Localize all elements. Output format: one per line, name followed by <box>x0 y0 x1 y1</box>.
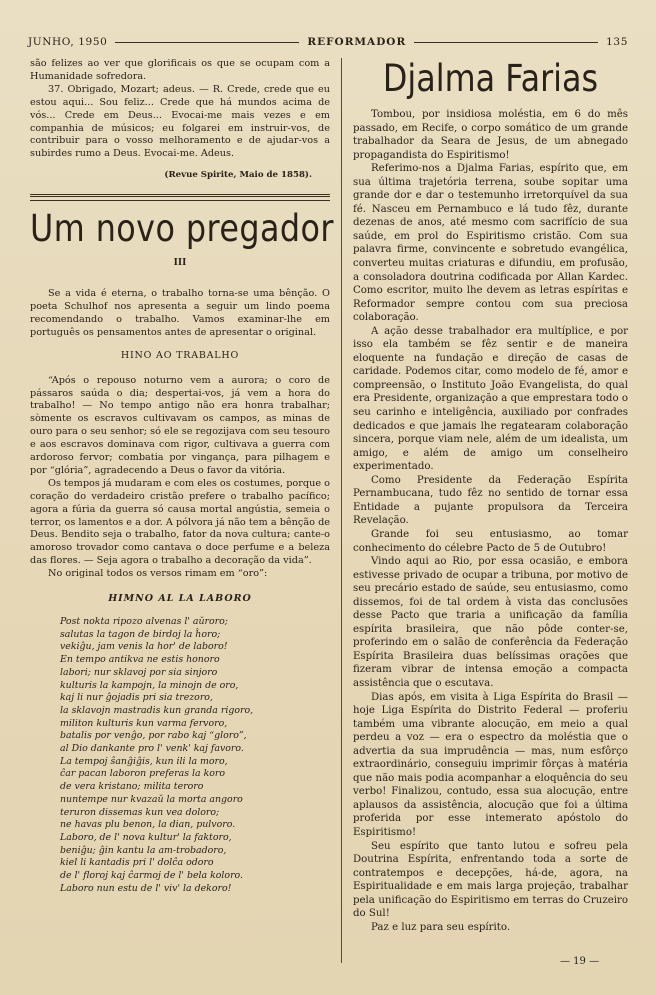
header-date: JUNHO, 1950 <box>28 36 108 48</box>
hymn-title: HINO AO TRABALHO <box>120 349 240 361</box>
poem-line: Laboro, de l' nova kultur' la faktoro, <box>60 831 232 843</box>
source-citation: (Revue Spirite, Maio de 1858). <box>164 170 312 181</box>
right-column <box>353 58 628 934</box>
poem-line: nuntempe nur kvazaŭ la morta angoro <box>60 793 243 805</box>
poem-line: al Dio dankante pro l' venk' kaj favoro. <box>60 743 244 755</box>
poem-line: En tempo antikva ne estis honoro <box>60 654 220 666</box>
poem-line: teruron dissemas kun vea doloro; <box>60 806 220 818</box>
obituary-paragraph: Como Presidente da Federação Espírita Pernambucana, tudo fêz no sentido de tornar essa Entidade a pujante propulsora da Terceira Revelação. <box>353 474 628 527</box>
poem-line: militon kulturis kun varma fervoro, <box>60 717 228 729</box>
poem-line: Post nokta ripozo alvenas l' aŭroro; <box>60 616 228 627</box>
poem <box>30 616 330 895</box>
poem-line: vekiĝu, jam venis la hor' de laboro! <box>60 641 228 653</box>
section-separator <box>30 194 330 201</box>
intro-paragraph: 37. Obrigado, Mozart; adeus. — R. Crede, crede que eu estou aqui... Sou feliz... Crede que há mundos acima de vós... Crede em Deus... Evocai-me mais vezes e em companhia de músicos; eu folgarei em instruir-vos, de contribuir para o vosso melhoramento e de ajudar-vos a subirdes rumo a Deus. Evocai-me. Adeus. <box>30 83 330 160</box>
rhyme-note: No original todos os versos rimam em “oro”: <box>48 568 268 580</box>
running-header <box>28 34 628 50</box>
article-title: Um novo pregador <box>30 207 334 251</box>
poem-line: de l' floroj kaj ĉarmoj de l' bela koloro. <box>60 870 244 882</box>
obituary-paragraph: Seu espírito que tanto lutou e sofreu pela Doutrina Espírita, enfrentando toda a sorte de contratempos e decepções, há-de, agora, na Espiritualidade e em mais larga projeção, trabalhar pela unificação do Espiritismo em terras do Cruzeiro do Sul! <box>353 840 628 920</box>
page-folio: — 19 — <box>560 956 600 967</box>
header-rule-right <box>414 42 598 43</box>
intro-paragraph: são felizes ao ver que glorificais os que se ocupam com a Humanidade sofredora. <box>30 58 330 82</box>
poem-line: ne havas plu benon, la dian, pulvoro. <box>60 819 236 831</box>
hymn-paragraph: Os tempos já mudaram e com eles os costumes, porque o coração do verdadeiro cristão prefere o trabalho pacífico; agora a fúria da guerra só causa mortal angústia, semeia o terror, os lamentos e a dor. A pólvora já não tem a bênção de Deus. Bendito seja o trabalho, fator da nova cultura; cante-o amoroso trovador como cantava o doce perfume e a beleza das flores. — Seja agora o trabalho a decoração da vida”. <box>30 477 330 567</box>
poem-line: ĉar pacan laboron preferas la koro <box>60 768 226 780</box>
left-column <box>30 58 334 895</box>
obituary-paragraph: Tombou, por insidiosa moléstia, em 6 do mês passado, em Recife, o corpo somático de um grande trabalhador da Seara de Jesus, de um abnegado propagandista do Espiritismo! <box>353 109 628 161</box>
obituary-closing: Paz e luz para seu espírito. <box>371 921 511 933</box>
obituary-paragraph: Vindo aqui ao Rio, por essa ocasião, e embora estivesse privado de ocupar a tribuna, por motivo de seu precário estado de saúde, seu entusiasmo, como dissemos, foi de tal ordem à vista das conclusões desse Pacto que traria a unificação da família espírita brasileira, que não pôde conter-se, proferindo em o salão de conferência da Federação Espírita Brasileira duas belíssimas orações que fizeram vibrar de intensa emoção a compacta assistência que o escutava. <box>353 556 628 689</box>
header-page-number: 135 <box>606 36 628 48</box>
obituary-paragraph: Grande foi seu entusiasmo, ao tomar conhecimento do célebre Pacto de 5 de Outubro! <box>353 528 628 554</box>
poem-line: de vera kristano; milita teroro <box>60 781 204 793</box>
poem-line: batalis por venĝo, por rabo kaj “gloro”, <box>60 730 247 742</box>
header-rule-left <box>115 42 299 43</box>
article-intro: Se a vida é eterna, o trabalho torna-se uma bênção. O poeta Schulhof nos apresenta a seguir um lindo poema recomendando o trabalho. Vamos examinar-lhe em português os pensamentos antes de apresentar o original. <box>30 288 330 338</box>
poem-line: La tempoj ŝanĝiĝis, kun ili la moro, <box>60 755 228 767</box>
poem-line: la sklavojn mastradis kun granda rigoro, <box>60 704 254 716</box>
poem-line: kaj li nur ĝojadis pri sia trezoro, <box>60 692 213 704</box>
obituary-paragraph: Referimo-nos a Djalma Farias, espírito que, em sua última trajetória terrena, soube sopitar uma grande dor e dar o testemunho irretorquível da sua fé. Nasceu em Pernambuco e lá tudo fêz, durante dezenas de anos, até mesmo com sacrifício de sua saúde, em prol do Espiritismo cristão. Com sua palavra firme, convincente e sobretudo evangélica, converteu muitas criaturas e difundiu, em profusão, a consoladora doutrina codificada por Allan Kardec. Como escritor, muito lhe devem as letras espíritas e Reformador sempre contou com sua preciosa colaboração. <box>353 163 628 324</box>
obituary-paragraph: Dias após, em visita à Liga Espírita do Brasil — hoje Liga Espírita do Distrito Federal — proferiu também uma vibrante alocução, em meio a qual perdeu a voz — era o espectro da moléstia que o advertia da sua imprudência — mas, num esfôrço extraordinário, conseguiu imprimir fôrças à matéria que não mais podia acompanhar a eloquência do seu verbo! Finalizou, contudo, essa sua alocução, entre aplausos da assistência, alocução que foi a última proferida por esse intemerato apóstolo do Espiritismo! <box>353 691 628 838</box>
column-divider <box>341 58 342 963</box>
poem-line: salutas la tagon de birdoj la ĥoro; <box>60 628 221 640</box>
article-part-number: III <box>173 258 187 269</box>
hymn-paragraph: “Após o repouso noturno vem a aurora; o coro de pássaros saúda o dia; despertai-vos, já vem a hora do trabalho! — No tempo antigo não era honra trabalhar; sòmente os escravos cultivavam os campos, as minas de ouro para o seu senhor; só ele se regozijava com seu tesouro e aos escravos dominava com rigor, cultivava a guerra com ardoroso fervor; combatia por vingança, para pilhagem e por “glória”, agradecendo a Deus o favor da vitória. <box>30 374 330 476</box>
poem-line: labori; nur sklavoj por sia sinjoro <box>60 666 218 678</box>
obituary-paragraph: A ação desse trabalhador era multíplice, e por isso ela também se fêz sentir e de maneira eloquente na fundação e direção de casas de caridade. Podemos citar, como modelo de fé, amor e compreensão, o Instituto João Evangelista, do qual era Presidente, organização a que emprestara todo o seu carinho e inteligência, auxiliado por confrades dedicados e que jamais lhe regatearam colaboração sincera, porque viam nele, além de um idealista, um amigo, e além de amigo um conselheiro experimentado. <box>353 325 628 473</box>
poem-line: Laboro nun estu de l' viv' la dekoro! <box>60 882 232 894</box>
poem-line: kiel li kantadis pri l' dolĉa odoro <box>60 857 214 869</box>
poem-title: HIMNO AL LA LABORO <box>108 593 252 605</box>
header-magazine-name: REFORMADOR <box>307 36 407 48</box>
obituary-title: Djalma Farias <box>382 57 599 100</box>
poem-line: beniĝu; ĝin kantu la am-trobadoro, <box>60 844 227 856</box>
poem-line: kulturis la kampojn, la minojn de oro, <box>60 679 239 691</box>
